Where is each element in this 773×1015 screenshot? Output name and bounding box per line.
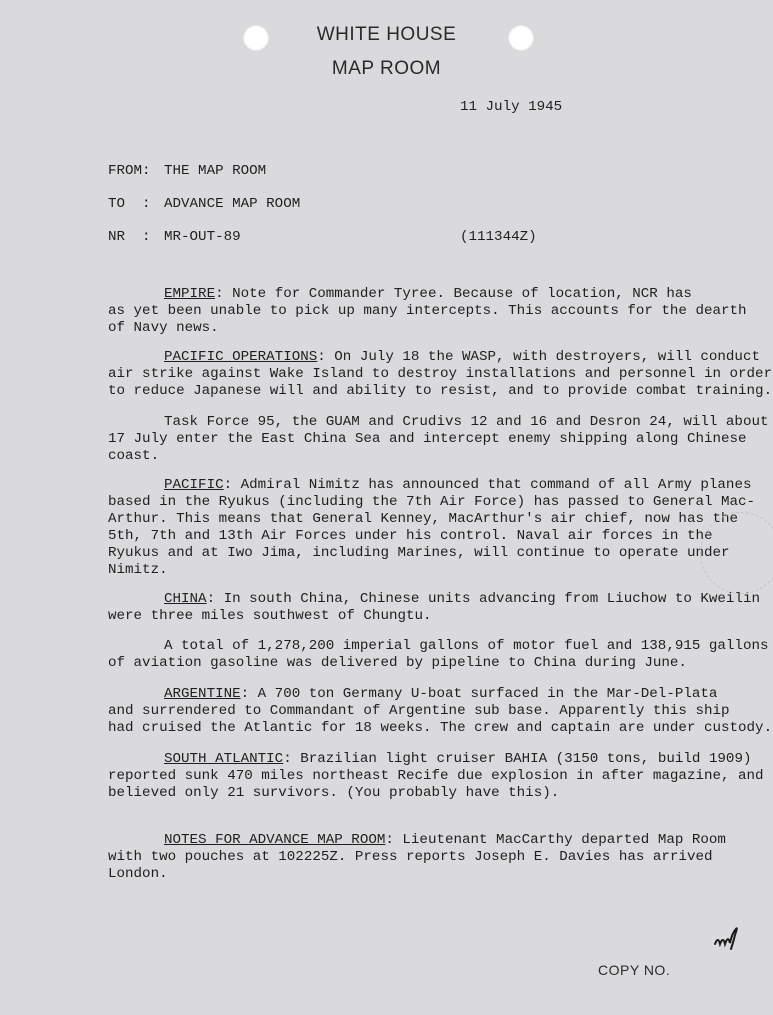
to-value: ADVANCE MAP ROOM	[164, 196, 301, 212]
argentine-line-3: had cruised the Atlantic for 18 weeks. The crew and captain are under custody.	[108, 720, 773, 736]
heading-south-atlantic: SOUTH ATLANTIC	[164, 751, 284, 767]
pacific-line-3: Arthur. This means that General Kenney, MacArthur's air chief, now has the	[108, 511, 739, 527]
header-map-room: MAP ROOM	[331, 58, 442, 79]
south-atlantic-line-3: believed only 21 survivors. (You probably have this).	[108, 785, 560, 801]
pacific-ops-line-1: : On July 18 the WASP, with destroyers, will conduct	[317, 349, 760, 365]
pacific-line-5: Ryukus and at Iwo Jima, including Marines, will continue to operate under	[108, 545, 730, 561]
paragraph-pacific	[108, 477, 756, 579]
task-force-line-2: 17 July enter the East China Sea and intercept enemy shipping along Chinese	[108, 431, 747, 447]
paragraph-argentine	[108, 686, 773, 737]
date-time-group: (111344Z)	[460, 229, 537, 245]
empire-line-3: of Navy news.	[108, 320, 219, 336]
fuel-line-1: A total of 1,278,200 imperial gallons of motor fuel and 138,915 gallons	[164, 638, 769, 654]
heading-notes-for-advance-map-room: NOTES FOR ADVANCE MAP ROOM	[164, 832, 386, 848]
handwritten-initials	[712, 916, 748, 956]
nr-label: NR :	[108, 229, 151, 245]
task-force-line-1: Task Force 95, the GUAM and Crudivs 12 and 16 and Desron 24, will about	[164, 414, 769, 430]
document-date: 11 July 1945	[460, 99, 563, 115]
nr-value: MR-OUT-89	[164, 229, 241, 245]
pacific-ops-line-3: to reduce Japanese will and ability to resist, and to provide combat training.	[108, 383, 773, 399]
pacific-line-4: 5th, 7th and 13th Air Forces under his control. Naval air forces in the	[108, 528, 713, 544]
pacific-line-6: Nimitz.	[108, 562, 168, 578]
copy-number-label: COPY NO.	[598, 962, 671, 978]
argentine-line-2: and surrendered to Commandant of Argentine sub base. Apparently this ship	[108, 703, 730, 719]
china-line-2: were three miles southwest of Chungtu.	[108, 608, 432, 624]
argentine-line-1: : A 700 ton Germany U-boat surfaced in the Mar-Del-Plata	[240, 686, 718, 702]
pacific-line-2: based in the Ryukus (including the 7th Air Force) has passed to General Mac-	[108, 494, 756, 510]
fuel-line-2: of aviation gasoline was delivered by pipeline to China during June.	[108, 655, 687, 671]
archive-stamp	[700, 512, 773, 594]
notes-line-3: London.	[108, 866, 168, 882]
notes-line-1: : Lieutenant MacCarthy departed Map Room	[385, 832, 726, 848]
paragraph-notes	[108, 832, 738, 883]
task-force-line-3: coast.	[108, 448, 160, 464]
from-label: FROM:	[108, 163, 151, 179]
empire-line-1: : Note for Commander Tyree. Because of location, NCR has	[215, 286, 692, 302]
south-atlantic-line-1: : Brazilian light cruiser BAHIA (3150 tons, build 1909)	[283, 751, 752, 767]
paragraph-fuel	[108, 638, 769, 672]
paragraph-task-force	[108, 414, 769, 465]
paragraph-china	[108, 591, 760, 625]
pacific-ops-line-2: air strike against Wake Island to destroy installations and personnel in order	[108, 366, 773, 382]
header-white-house: WHITE HOUSE	[316, 24, 457, 45]
heading-china: CHINA	[164, 591, 207, 607]
heading-empire: EMPIRE	[164, 286, 216, 302]
south-atlantic-line-2: reported sunk 470 miles northeast Recife due explosion in after magazine, and	[108, 768, 764, 784]
notes-line-2: with two pouches at 102225Z. Press reports Joseph E. Davies has arrived	[108, 849, 713, 865]
pacific-line-1: : Admiral Nimitz has announced that command of all Army planes	[223, 477, 752, 493]
heading-argentine: ARGENTINE	[164, 686, 241, 702]
heading-pacific: PACIFIC	[164, 477, 224, 493]
china-line-1: : In south China, Chinese units advancing from Liuchow to Kweilin	[206, 591, 760, 607]
from-value: THE MAP ROOM	[164, 163, 267, 179]
paragraph-south-atlantic	[108, 751, 764, 802]
paragraph-pacific-operations	[108, 349, 773, 400]
heading-pacific-operations: PACIFIC OPERATIONS	[164, 349, 318, 365]
paragraph-empire	[108, 286, 747, 337]
empire-line-2: as yet been unable to pick up many intercepts. This accounts for the dearth	[108, 303, 747, 319]
to-label: TO :	[108, 196, 151, 212]
